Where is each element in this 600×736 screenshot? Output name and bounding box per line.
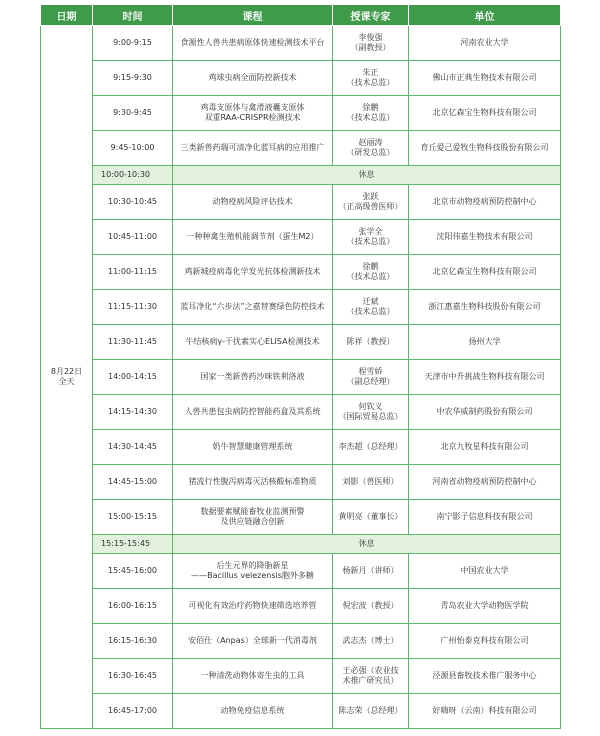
session-row [41,694,561,729]
session-time: 11:15-11:30 [93,290,173,325]
session-unit: 佛山市正典生物技术有限公司 [409,61,561,96]
session-time: 14:45-15:00 [93,465,173,500]
session-expert: 杨新月（讲师） [333,554,409,589]
session-time: 16:45-17:00 [93,694,173,729]
session-unit: 沈阳伟嘉生物技术有限公司 [409,220,561,255]
session-unit: 广州怡泰克科技有限公司 [409,624,561,659]
session-time: 15:45-16:00 [93,554,173,589]
session-unit: 北京市动物疫病预防控制中心 [409,185,561,220]
session-row [41,554,561,589]
session-row [41,589,561,624]
session-row [41,465,561,500]
session-topic: 动物疫病风险评估技术 [173,185,333,220]
session-expert: 李俊强 （副教授） [333,26,409,61]
session-row [41,360,561,395]
session-row [41,220,561,255]
session-topic: 鸡球虫病全面防控新技术 [173,61,333,96]
header-expert: 授课专家 [333,5,409,26]
session-topic: 数据要素赋能畜牧业监测预警 及供应链融合创新 [173,500,333,535]
session-topic: 一种清洗动物体寄生虫的工具 [173,659,333,694]
session-time: 16:00-16:15 [93,589,173,624]
session-time: 14:00-14:15 [93,360,173,395]
header-date: 日期 [41,5,93,26]
session-time: 16:15-16:30 [93,624,173,659]
session-unit: 北京九牧星科技有限公司 [409,430,561,465]
session-expert: 陈志荣（总经理） [333,694,409,729]
session-unit: 育丘爱己爱牧生物科技股份有限公司 [409,131,561,166]
session-row [41,26,561,61]
session-time: 11:00-11:15 [93,255,173,290]
session-time: 10:45-11:00 [93,220,173,255]
session-row [41,659,561,694]
session-unit: 北京亿森宝生物科技有限公司 [409,255,561,290]
session-topic: 安佰仕（Anpas）全球新一代消毒剂 [173,624,333,659]
break-label: 休息 [173,166,561,185]
session-topic: 后生元界的降脂新星 ——Bacillus velezensis胞外多糖 [173,554,333,589]
break-row [41,166,561,185]
session-row [41,96,561,131]
header-time: 时间 [93,5,173,26]
session-time: 14:30-14:45 [93,430,173,465]
session-expert: 张跃 （正高级兽医师） [333,185,409,220]
session-row [41,500,561,535]
session-unit: 扬州大学 [409,325,561,360]
session-expert: 徐鹏 （技术总监） [333,96,409,131]
session-row [41,185,561,220]
session-topic: 一种种禽生殖机能调节剂（蛋生M2） [173,220,333,255]
session-time: 9:45-10:00 [93,131,173,166]
session-topic: 人兽共患包虫病防控智能药盒及其系统 [173,395,333,430]
session-topic: 三类新兽药瑞可清净化蓝耳病的应用推广 [173,131,333,166]
session-unit: 河南农业大学 [409,26,561,61]
header-topic: 课程 [173,5,333,26]
session-topic: 猪流行性腹泻病毒灭活核酸标准物质 [173,465,333,500]
session-topic: 鸡毒支原体与禽滑液囊支原体 双重RAA-CRISPR检测技术 [173,96,333,131]
session-expert: 迁斌 （技术总监） [333,290,409,325]
break-time: 15:15-15:45 [93,535,173,554]
session-unit: 河南省动物疫病预防控制中心 [409,465,561,500]
session-topic: 食源性人兽共患病原体快速检测技术平台 [173,26,333,61]
break-row [41,535,561,554]
session-time: 9:00-9:15 [93,26,173,61]
session-unit: 中国农业大学 [409,554,561,589]
header-unit: 单位 [409,5,561,26]
session-topic: 国家一类新兽药沙咪铁利洛液 [173,360,333,395]
session-topic: 动物免疫信息系统 [173,694,333,729]
session-topic: 蓝耳净化“六步法”之嘉替赛绿色防控技术 [173,290,333,325]
session-unit: 好嗨呀（云南）科技有限公司 [409,694,561,729]
session-expert: 陈祥（教授） [333,325,409,360]
session-unit: 中农华威制药股份有限公司 [409,395,561,430]
session-expert: 刘影（兽医师） [333,465,409,500]
session-time: 9:15-9:30 [93,61,173,96]
header-row [41,5,561,26]
date-cell: 8月22日 全天 [41,26,93,729]
session-topic: 鸡新城疫病毒化学发光抗体检测新技术 [173,255,333,290]
schedule-table [40,4,561,729]
session-topic: 奶牛智慧健康管理系统 [173,430,333,465]
session-unit: 南宁影子信息科技有限公司 [409,500,561,535]
session-expert: 黄明亮（董事长） [333,500,409,535]
session-expert: 程雪娇 （副总经理） [333,360,409,395]
schedule-body [41,26,561,729]
session-expert: 李杰超（总经理） [333,430,409,465]
session-row [41,255,561,290]
session-time: 16:30-16:45 [93,659,173,694]
session-time: 14:15-14:30 [93,395,173,430]
session-unit: 浙江惠嘉生物科技股份有限公司 [409,290,561,325]
session-row [41,395,561,430]
session-row [41,61,561,96]
break-time: 10:00-10:30 [93,166,173,185]
session-topic: 牛结核病γ-干扰素实心ELISA检测技术 [173,325,333,360]
session-unit: 天津市中升挑战生物科技有限公司 [409,360,561,395]
session-row [41,325,561,360]
session-expert: 倪宏波（教授） [333,589,409,624]
session-topic: 可视化有效治疗药物快速筛选培养管 [173,589,333,624]
session-row [41,430,561,465]
session-expert: 王必强（农业技 术推广研究员） [333,659,409,694]
break-label: 休息 [173,535,561,554]
session-row [41,290,561,325]
session-time: 11:30-11:45 [93,325,173,360]
session-row [41,131,561,166]
session-time: 15:00-15:15 [93,500,173,535]
session-expert: 徐鹏 （技术总监） [333,255,409,290]
session-time: 9:30-9:45 [93,96,173,131]
session-unit: 青岛农业大学动物医学院 [409,589,561,624]
session-time: 10:30-10:45 [93,185,173,220]
session-unit: 泾源县畜牧技术推广服务中心 [409,659,561,694]
schedule [40,4,560,729]
session-row [41,624,561,659]
session-expert: 张学全 （技术总监） [333,220,409,255]
session-expert: 赵丽涛 （研发总监） [333,131,409,166]
session-expert: 朱正 （技术总监） [333,61,409,96]
session-expert: 何钦义 （国际贸易总监） [333,395,409,430]
session-unit: 北京亿森宝生物科技有限公司 [409,96,561,131]
session-expert: 武志杰（博士） [333,624,409,659]
